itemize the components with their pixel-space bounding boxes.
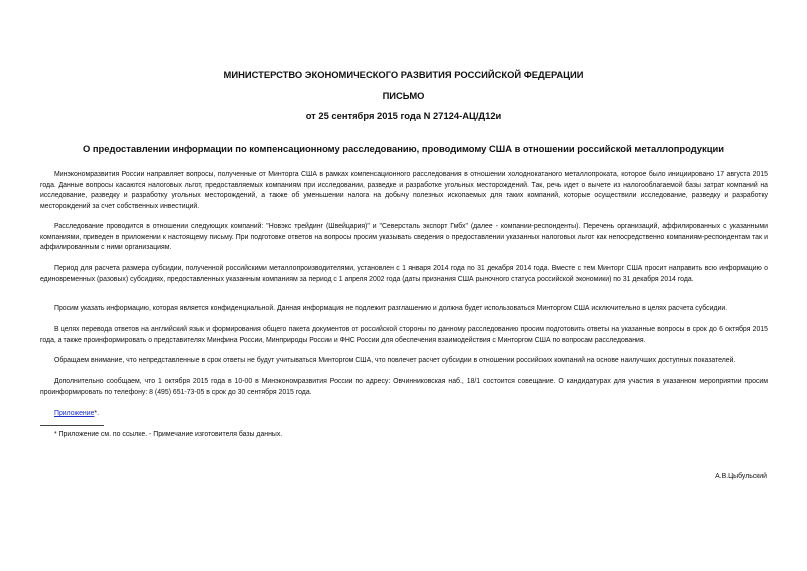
footnote-divider — [40, 425, 104, 426]
attachment-line — [54, 409, 99, 419]
ministry-title: МИНИСТЕРСТВО ЭКОНОМИЧЕСКОГО РАЗВИТИЯ РОССИЙСКОЙ ФЕДЕРАЦИИ — [223, 69, 584, 80]
document-type: ПИСЬМО — [382, 90, 425, 101]
body-paragraph-6: Обращаем внимание, что непредставленные в срок ответы не будут учитываться Минторгом США, что повлечет расчет субсидии в отношении российских компаний на основе наилучших доступных показателей. — [54, 357, 736, 364]
attachment-mark: *. — [94, 410, 100, 417]
body-paragraph-2: Расследование проводится в отношении следующих компаний: "Новэкс трейдинг (Швейцария)" и "Северсталь экспорт Гмбх" (далее - компании-респонденты). Перечень организаций, аффилированных с указанными компаниями, приведен в приложении к настоящему письму. При подготовке ответов на вопросы просим указывать сведения о предоставлении указанных налоговых льгот как непосредственно компаниям-респондентам так и аффилированным с ними организациям. — [40, 223, 768, 251]
body-paragraph-7: Дополнительно сообщаем, что 1 октября 2015 года в 10-00 в Минэкономразвития России по адресу: Овчинниковская наб., 18/1 состоится совещание. О кандидатурах для участия в указанном мероприятии просим проинформировать по телефону: 8 (495) 651-73-05 в срок до 30 сентября 2015 года. — [40, 378, 768, 396]
body-paragraph-5: В целях перевода ответов на английский язык и формирования общего пакета документов от российской стороны по данному расследованию просим подготовить ответы на указанные вопросы в срок до 6 октября 2015 года, а также проинформировать о представителях Минфина России, Минприроды России и ФНС России для обеспечения взаимодействия с Минторгом США по вопросам расследования. — [40, 326, 768, 344]
body-paragraph-4: Просим указать информацию, которая является конфиденциальной. Данная информация не подлежит разглашению и должна будет использоваться Минторгом США исключительно в целях расчета субсидии. — [54, 305, 728, 312]
document-subject: О предоставлении информации по компенсационному расследованию, проводимому США в отношении российской металлопродукции — [83, 143, 724, 154]
body-paragraph-1: Минэкономразвития России направляет вопросы, полученные от Минторга США в рамках компенсационного расследования в отношении холоднокатаного металлопроката, которое было инициировано 17 августа 2015 года. Данные вопросы касаются налоговых льгот, предоставляемых компаниям при исследовании, разведке и разработке угольных месторождений. Так, речь идет о вычете из налогооблагаемой базы затрат компаний на исследование, разведку и разработку угольных месторождений, а также об уменьшении налога на добычу полезных ископаемых для таких компаний, которые осуществили исследование, разведку и разработку месторождений за счет собственных инвестиций. — [40, 171, 768, 210]
attachment-link[interactable]: Приложение — [54, 410, 95, 417]
body-paragraph-3: Период для расчета размера субсидии, полученной российскими металлопроизводителями, установлен с 1 января 2014 года по 31 декабря 2014 года. Вместе с тем Минторг США просит направить всю информацию о единовременных (разовых) субсидиях, предоставленных указанным компаниям за период с 1 апреля 2002 года (даты признания США рыночного статуса российской экономики) по 31 декабря 2014 года. — [40, 265, 768, 283]
footnote: * Приложение см. по ссылке. - Примечание изготовителя базы данных. — [54, 431, 283, 438]
document-date-number: от 25 сентября 2015 года N 27124-АЦ/Д12и — [305, 110, 502, 121]
signature: А.В.Цыбульский — [715, 473, 767, 480]
